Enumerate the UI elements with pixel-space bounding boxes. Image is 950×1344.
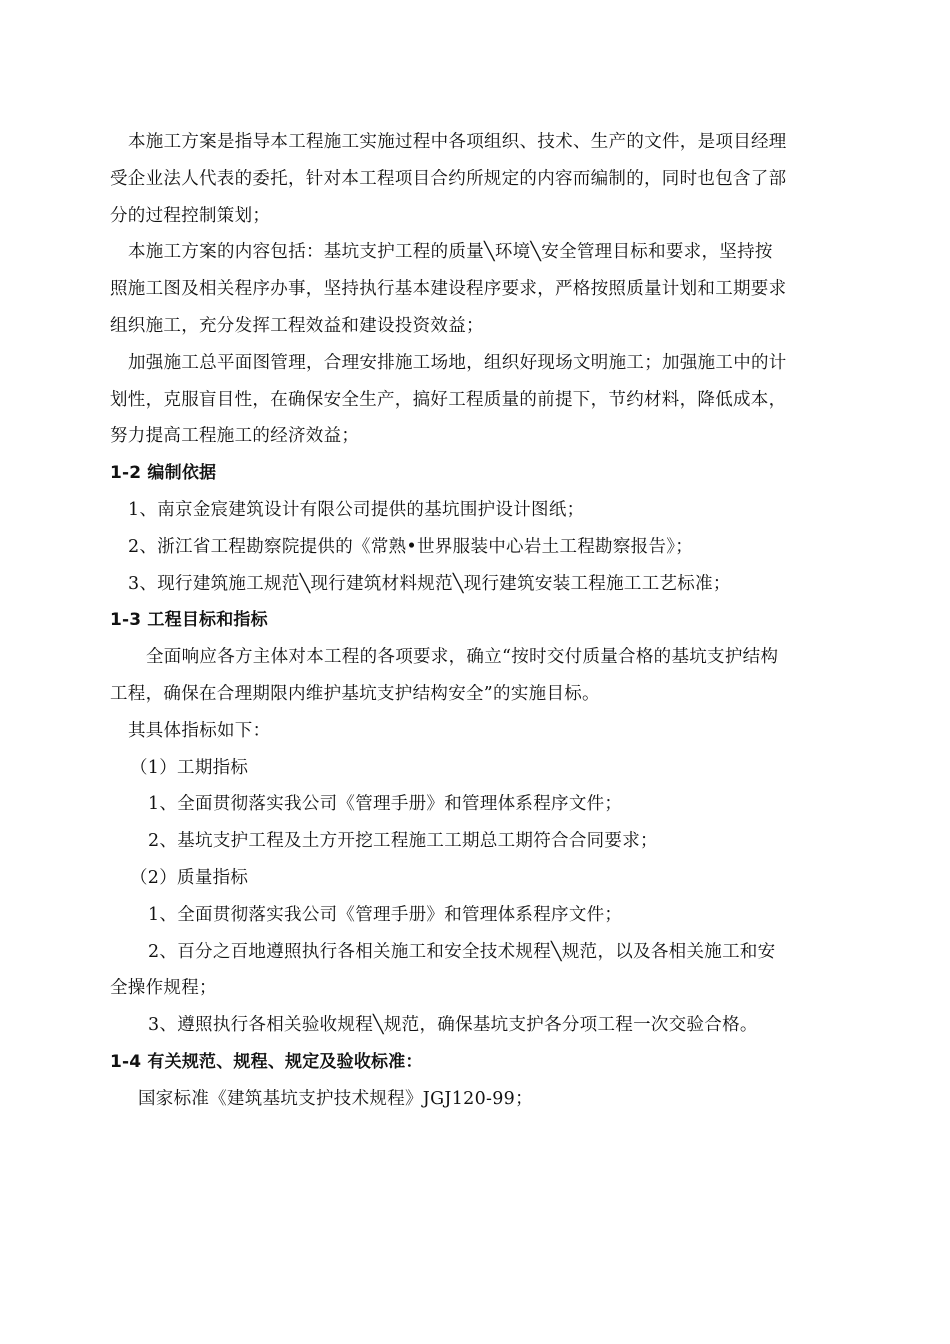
text-line: 加强施工总平面图管理，合理安排施工场地，组织好现场文明施工；加强施工中的计 (128, 352, 787, 373)
list-item: 2、百分之百地遵照执行各相关施工和安全技术规程╲规范，以及各相关施工和安 (148, 941, 776, 962)
paragraph-intro (110, 124, 845, 234)
basis-list (110, 492, 845, 602)
list-item: 3、遵照执行各相关验收规程╲规范，确保基坑支护各分项工程一次交验合格。 (148, 1015, 758, 1036)
list-item: 2、浙江省工程勘察院提供的《常熟•世界服装中心岩土工程勘察报告》； (128, 536, 694, 557)
text-line: 分的过程控制策划； (110, 205, 271, 226)
text-line: 本施工方案是指导本工程施工实施过程中各项组织、技术、生产的文件，是项目经理 (128, 132, 787, 152)
text-line: 工程，确保在合理期限内维护基坑支护结构安全”的实施目标。 (110, 683, 600, 704)
list-item: 1、全面贯彻落实我公司《管理手册》和管理体系程序文件； (148, 794, 623, 815)
text-line: 全面响应各方主体对本工程的各项要求，确立“按时交付质量合格的基坑支护结构 (146, 647, 779, 668)
text-line: 本施工方案的内容包括：基坑支护工程的质量╲环境╲安全管理目标和要求，坚持按 (128, 242, 773, 263)
section-heading-1-4: 1-4 有关规范、规程、规定及验收标准： (110, 1051, 423, 1072)
paragraph-goal (110, 639, 845, 713)
schedule-indicator-title: （1）工期指标 (130, 757, 249, 778)
list-item-continuation: 全操作规程； (110, 978, 217, 999)
paragraph-management (110, 345, 845, 455)
section-heading-1-2: 1-2 编制依据 (110, 463, 217, 484)
list-item: 1、全面贯彻落实我公司《管理手册》和管理体系程序文件； (148, 904, 623, 925)
list-item: 国家标准《建筑基坑支护技术规程》JGJ120-99； (138, 1088, 533, 1109)
indicators-intro: 其具体指标如下： (128, 720, 271, 741)
quality-indicator-title: （2）质量指标 (130, 867, 249, 888)
text-line: 划性，克服盲目性，在确保安全生产，搞好工程质量的前提下，节约材料，降低成本， (110, 389, 787, 410)
schedule-indicator-list (110, 786, 845, 860)
list-item: 3、现行建筑施工规范╲现行建筑材料规范╲现行建筑安装工程施工工艺标准； (128, 573, 731, 594)
text-line: 照施工图及相关程序办事，坚持执行基本建设程序要求，严格按照质量计划和工期要求 (110, 279, 787, 300)
text-line: 受企业法人代表的委托，针对本工程项目合约所规定的内容而编制的，同时也包含了部 (110, 168, 787, 189)
section-heading-1-3: 1-3 工程目标和指标 (110, 610, 268, 631)
list-item: 1、南京金宸建筑设计有限公司提供的基坑围护设计图纸； (128, 499, 585, 520)
quality-indicator-list (110, 897, 845, 1044)
text-line: 努力提高工程施工的经济效益； (110, 426, 360, 447)
standards-list (110, 1081, 845, 1118)
list-item: 2、基坑支护工程及土方开挖工程施工工期总工期符合合同要求； (148, 831, 658, 852)
paragraph-contents (110, 234, 845, 344)
document-page (110, 124, 845, 1118)
text-line: 组织施工，充分发挥工程效益和建设投资效益； (110, 315, 484, 336)
